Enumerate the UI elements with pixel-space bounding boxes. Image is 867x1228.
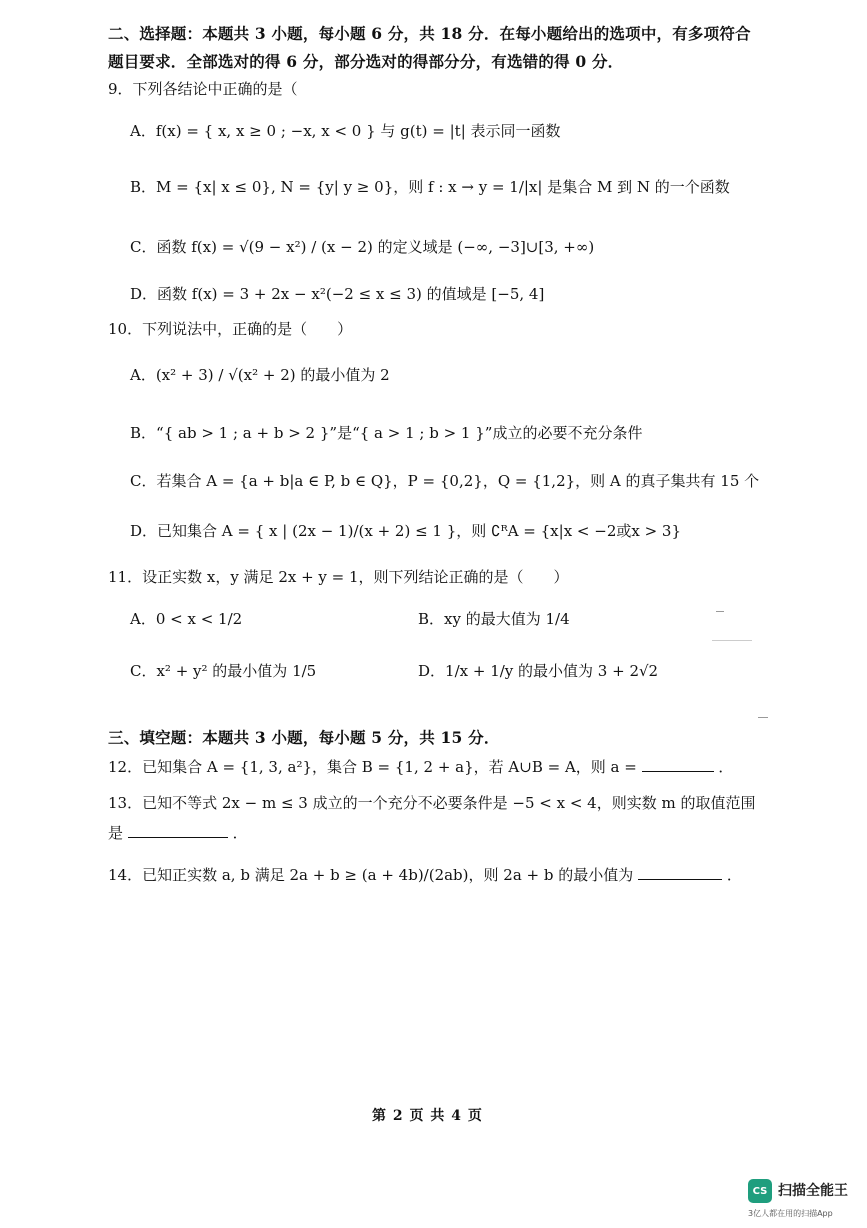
q14-text: 14．已知正实数 a, b 满足 2a + b ≥ (a + 4b)/(2ab)，则 2a + b 的最小值为 [108,866,634,884]
q9-option-b: B．M = {x| x ≤ 0}, N = {y| y ≥ 0}，则 f : x → y = 1/|x| 是集合 M 到 N 的一个函数 [130,178,730,196]
q10-option-a: A．(x² + 3) / √(x² + 2) 的最小值为 2 [130,366,390,384]
scan-mark [716,611,724,612]
scan-mark [712,640,752,641]
q12 [108,756,733,777]
q11-stem: 11．设正实数 x，y 满足 2x + y = 1，则下列结论正确的是（ ） [108,568,569,586]
q14-end: ． [726,866,742,884]
watermark-title: 扫描全能王 [778,1183,848,1199]
section2-line2: 题目要求．全部选对的得 6 分，部分选对的得部分分，有选错的得 0 分． [108,52,624,71]
camscanner-logo: CS [748,1179,772,1203]
q13-line2 [108,822,248,843]
q10-stem: 10．下列说法中，正确的是（ ） [108,320,353,338]
q13-line1: 13．已知不等式 2x − m ≤ 3 成立的一个充分不必要条件是 −5 < x < 4，则实数 m 的取值范围 [108,794,756,812]
q10-option-c: C．若集合 A = {a + b|a ∈ P, b ∈ Q}，P = {0,2}，Q = {1,2}，则 A 的真子集共有 15 个 [130,472,760,490]
q9-option-a: A．f(x) = { x, x ≥ 0 ; −x, x < 0 } 与 g(t) = |t| 表示同一函数 [130,122,561,140]
q13-answer-blank[interactable] [128,823,228,838]
q9-option-d: D．函数 f(x) = 3 + 2x − x²(−2 ≤ x ≤ 3) 的值域是 [−5, 4] [130,285,545,303]
q9-stem: 9．下列各结论中正确的是（ [108,80,298,98]
q13-line2-text: 是 [108,824,124,842]
q10-option-d: D．已知集合 A = { x | (2x − 1)/(x + 2) ≤ 1 }，则 ∁ᴿA = {x|x < −2或x > 3} [130,522,682,540]
q9-option-c: C．函数 f(x) = √(9 − x²) / (x − 2) 的定义域是 (−∞, −3]∪[3, +∞) [130,238,595,256]
q11-option-d: D．1/x + 1/y 的最小值为 3 + 2√2 [418,662,659,680]
q11-option-b: B．xy 的最大值为 1/4 [418,610,570,628]
q14 [108,864,742,885]
q12-end: ． [718,758,734,776]
q13-end: ． [232,824,248,842]
q11-option-c: C．x² + y² 的最小值为 1/5 [130,662,317,680]
q12-answer-blank[interactable] [642,757,714,772]
q14-answer-blank[interactable] [638,865,722,880]
page-footer: 第 2 页 共 4 页 [372,1108,483,1124]
watermark-subtitle: 3亿人都在用的扫描App [748,1209,833,1218]
section3-title: 三、填空题：本题共 3 小题，每小题 5 分，共 15 分． [108,728,500,747]
q12-text: 12．已知集合 A = {1, 3, a²}，集合 B = {1, 2 + a}，若 A∪B = A，则 a = [108,758,637,776]
q11-option-a: A．0 < x < 1/2 [130,610,243,628]
scan-mark [758,717,768,718]
q10-option-b: B．“{ ab > 1 ; a + b > 2 }”是“{ a > 1 ; b > 1 }”成立的必要不充分条件 [130,424,643,442]
section2-line1: 二、选择题：本题共 3 小题，每小题 6 分，共 18 分．在每小题给出的选项中，有多项符合 [108,24,751,43]
